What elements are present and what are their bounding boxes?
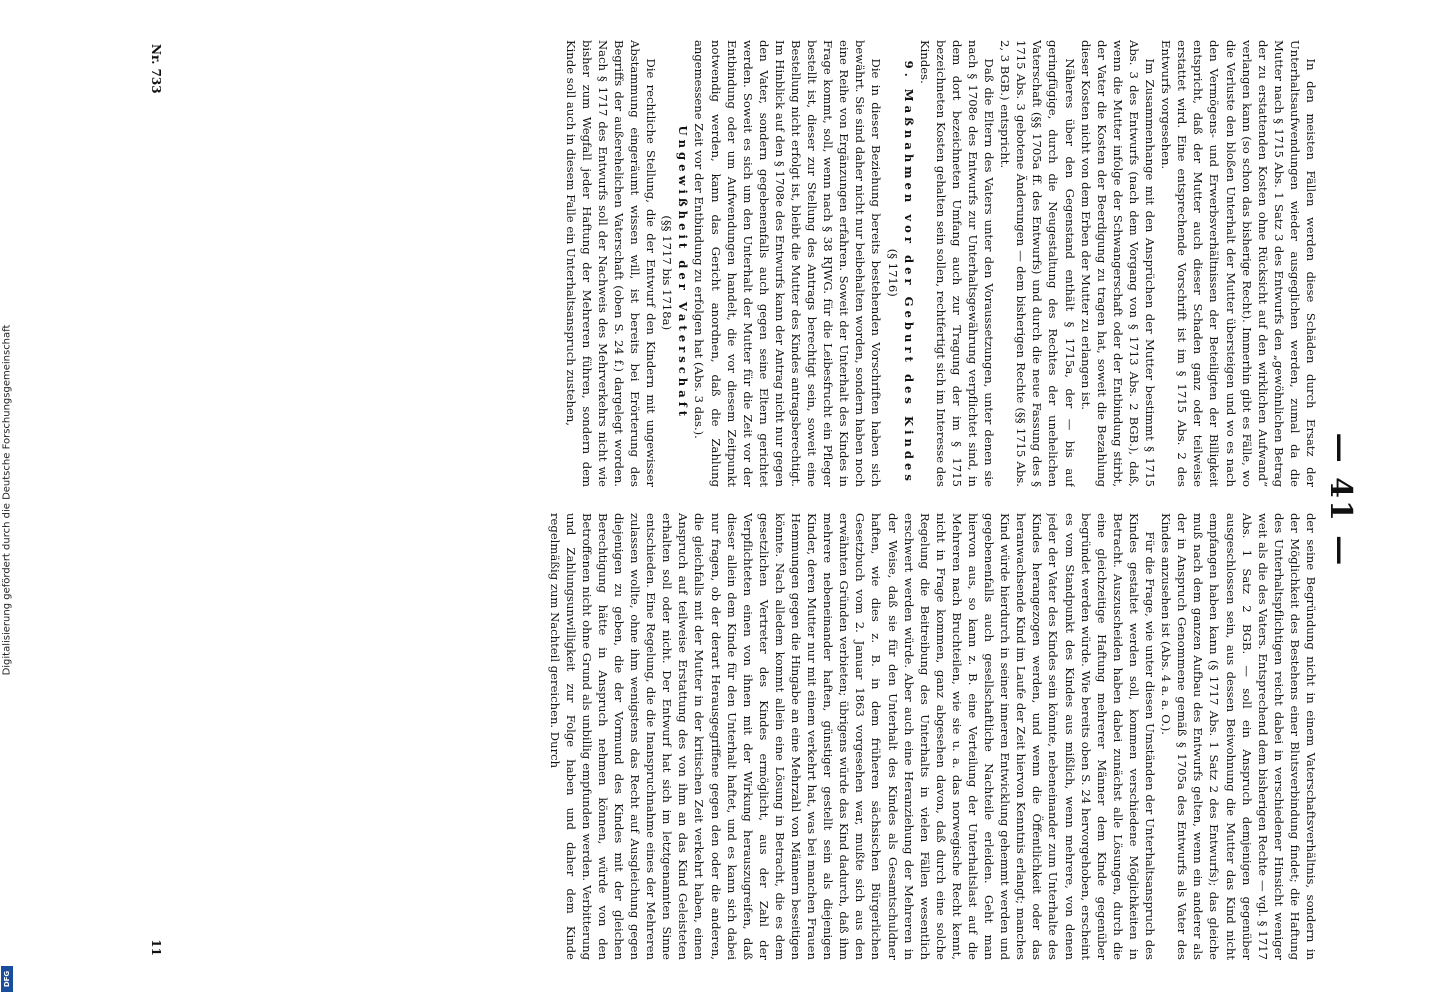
document-page xyxy=(67,30,1367,970)
dfg-logo-icon xyxy=(1,966,13,992)
print-signature: Nr. 733 xyxy=(149,44,163,94)
paragraph: der seine Begründung nicht in einem Vaterschaftsverhältnis, sondern in der Möglichkeit des Bestehens einer Blutsverbindung findet; die Haftung des Unterhaltspflichtigen reicht dabei in verschiedener Hinsicht weniger weit als die des Vaters. Entsprechend dem bisherigen Rechte — vgl. § 1717 Abs. 1 Satz 2 BGB. — soll ein Anspruch demjenigen gegenüber ausgeschlossen sein, aus dessen Beiwohnung die Mutter das Kind nicht empfangen haben kann (§ 1717 Abs. 1 Satz 2 des Entwurfs); das gleiche muß nach dem ganzen Aufbau des Entwurfs gelten, wenn ein anderer als der in Anspruch Genommene gemäß § 1705a des Entwurfs als Vater des Kindes anzusehen ist (Abs. 4 a. a. O.). xyxy=(1159,513,1318,960)
paragraph: Für die Frage, wie unter diesen Umständen der Unterhaltsanspruch des Kindes gestaltet werden soll, kommen verschiedene Möglichkeiten in Betracht. Auszuscheiden haben dabei zunächst alle Lösungen, durch die eine gleichzeitige Haftung mehrerer Männer dem Kinde gegenüber begründet werden würde. Wie bereits oben S. 24 hervorgehoben, erscheint es vom Standpunkt des Kindes aus mißlich, wenn mehrere, von denen jeder der Vater des Kindes sein könnte, nebeneinander zum Unterhalte des Kindes herangezogen werden, und wenn die Öffentlichkeit oder das heranwachsende Kind im Laufe der Zeit hiervon Kenntnis erlangt; manches Kind würde hierdurch in seiner inneren Entwicklung gehemmt werden und gegebenenfalls auch gesellschaftliche Nachteile erleiden. Geht man hiervon aus, so kann z. B. eine Verteilung der Unterhaltslast auf die Mehreren nach Bruchteilen, wie sie u. a. das norwegische Recht kennt, nicht in Frage kommen, ganz abgesehen davon, daß durch eine solche Regelung die Beitreibung des Unterhalts in vielen Fällen wesentlich erschwert werden würde. Aber auch eine Heranziehung der Mehreren in der Weise, daß sie für den Unterhalt des Kindes als Gesamtschuldner haften, wie dies z. B. in dem früheren sächsischen Bürgerlichen Gesetzbuch vom 2. Januar 1863 vorgesehen war, mußte sich aus den erwähnten Gründen verbieten; übrigens würde das Kind dadurch, daß ihm mehrere nebeneinander haften, günstiger gestellt sein als diejenigen Kinder, deren Mutter nur mit einem verkehrt hat, was bei manchen Frauen Hemmungen gegen die Hingabe an eine Mehrzahl von Männern beseitigen könnte. Nach alledem kommt allein eine Lösung in Betracht, die es dem gesetzlichen Vertreter des Kindes ermöglicht, aus der Zahl der Verpflichteten einen von ihnen mit der Wirkung herauszugreifen, daß dieser allein dem Kinde für den Unterhalt haftet, und es kann sich dabei nur fragen, ob der derart Herausgegriffene gegen den oder die anderen, die gleichfalls mit der Mutter in der kritischen Zeit verkehrt haben, einen Anspruch auf teilweise Erstattung des von ihm an das Kind Geleisteten erhalten soll oder nicht. Der Entwurf hat sich im letztgenannten Sinne entschieden. Eine Regelung, die die Inanspruchnahme eines der Mehreren zulassen wollte, ohne ihm wenigstens das Recht auf Ausgleichung gegen diejenigen zu geben, die der Vormund des Kindes mit der gleichen Berechtigung hätte in Anspruch nehmen können, würde von den Betroffenen nicht ohne Grund als unbillig empfunden werden. Verbitterung und Zahlungsunwilligkeit zur Folge haben und daher dem Kinde regelmäßig zum Nachteil gereichen. Durch xyxy=(547,513,1158,960)
text-columns xyxy=(169,40,1319,960)
section-heading: Ungewißheit der Vaterschaft xyxy=(676,125,691,421)
paragraph: Näheres über den Gegenstand enthält § 1715a, der — bis auf geringfügige, durch die Neugestaltung des Rechtes der unehelichen Vaterschaft (§§ 1705a ff. des Entwurfs) und durch die neue Fassung des § 1715 Abs. 3 gebotene Änderungen — dem bisherigen Rechte (§§ 1715 Abs. 2, 3 BGB.) entspricht. xyxy=(998,40,1077,487)
paragraph: Die in dieser Beziehung bereits bestehenden Vorschriften haben sich bewährt. Sie sind daher nicht nur beibehalten worden, sondern haben noch eine Reihe von Ergänzungen erfahren. Soweit der Unterhalt des Kindes in Frage kommt, soll, wenn nach § 38 RJWG. für die Leibesfrucht ein Pfleger bestellt ist, dieser zur Stellung des Antrags berechtigt sein, soweit eine Bestellung nicht erfolgt ist, bleibt die Mutter des Kindes antragsberechtigt. Im Hinblick auf den § 1708e des Entwurfs kann der Antrag nicht nur gegen den Vater, sondern gegebenenfalls auch gegen seine Eltern gerichtet werden. Soweit es sich um den Unterhalt der Mutter für die Zeit vor der Entbindung oder um Aufwendungen handelt, die vor diesem Zeitpunkt notwendig werden, kann das Gericht anordnen, daß die Zahlung angemessene Zeit vor der Entbindung zu erfolgen hat (Abs. 3 das.). xyxy=(692,40,884,487)
page-footer xyxy=(149,40,169,960)
section-heading: 9. Maßnahmen vor der Geburt des Kindes xyxy=(901,60,916,485)
dfg-logo-text: DFG xyxy=(3,970,11,988)
column-right xyxy=(169,513,1319,960)
paragraph: Daß die Eltern des Vaters unter den Voraussetzungen, unter denen sie nach § 1708e des Entwurfs zur Unterhaltsgewährung verpflichtet sind, in dem dort bezeichneten Umfang auch zur Tragung der im § 1715 bezeichneten Kosten gehalten sein sollen, rechtfertigt sich im Interesse des Kindes. xyxy=(917,40,997,487)
folio-number: 11 xyxy=(149,939,163,956)
paragraph: In den meisten Fällen werden diese Schäden durch Ersatz der Unterhaltsaufwendungen wieder ausgeglichen werden, zumal da die Mutter nach § 1715 Abs. 1 Satz 3 des Entwurfs den „gewöhnlichen Betrag der zu erstattenden Kosten ohne Rücksicht auf den wirklichen Aufwand“ verlangen kann (so schon das bisherige Recht). Immerhin gibt es Fälle, wo die Verluste den bloßen Unterhalt der Mutter übersteigen und wo es nach den Vermögens- und Erwerbsverhältnissen der Beteiligten der Billigkeit entspricht, daß der Mutter auch dieser Schaden ganz oder teilweise erstattet wird. Eine entsprechende Vorschrift ist im § 1715 Abs. 2 des Entwurfs vorgesehen. xyxy=(1159,40,1318,487)
section-subheading: (§ 1716) xyxy=(885,248,900,297)
paragraph: Im Zusammenhange mit den Ansprüchen der Mutter bestimmt § 1715 Abs. 3 des Entwurfs (nach dem Vorgang von § 1713 Abs. 2 BGB.), daß, wenn die Mutter infolge der Schwangerschaft oder der Entbindung stirbt, der Vater die Kosten der Beerdigung zu tragen hat, soweit die Bezahlung dieser Kosten nicht von dem Erben der Mutter zu erlangen ist. xyxy=(1078,40,1158,487)
credit-text: Digitalisierung gefördert durch die Deutsche Forschungsgemeinschaft xyxy=(1,324,13,676)
page-number: — 41 — xyxy=(1323,432,1358,568)
column-left xyxy=(169,40,1319,487)
paragraph: Die rechtliche Stellung, die der Entwurf den Kindern mit ungewisser Abstammung eingeräumt wissen will, ist bereits bei Erörterung des Begriffs der außerehelichen Vaterschaft (oben S. 24 f.) dargelegt worden. Nach § 1717 des Entwurfs soll der Nachweis des Mehrverkehrs nicht wie bisher zum Wegfall jeder Haftung der Mehreren führen, sondern dem Kinde soll auch in diesem Falle ein Unterhaltsanspruch zustehen, xyxy=(563,40,659,487)
digitization-credit xyxy=(0,0,14,1000)
section-subheading: (§§ 1717 bis 1718a) xyxy=(660,215,675,331)
